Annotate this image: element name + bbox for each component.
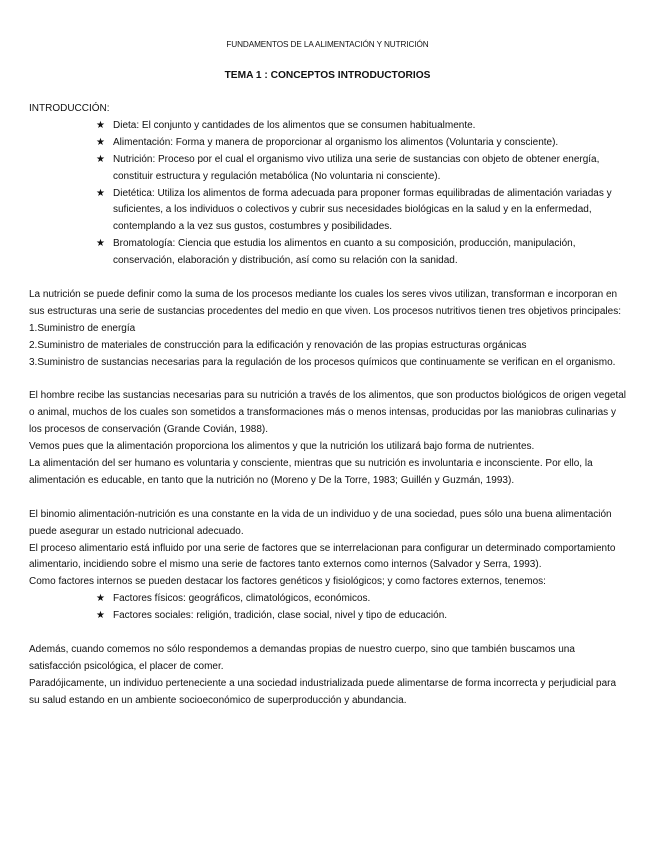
- list-item: [96, 118, 629, 135]
- definition-dieta: Dieta: El conjunto y cantidades de los alimentos que se consumen habitualmente.: [113, 119, 476, 131]
- objective-item: 3.Suministro de sustancias necesarias para la regulación de los procesos químicos que continuamente se verifican en el organismo.: [29, 356, 616, 368]
- list-item: [96, 186, 629, 237]
- ademas-paragraph: Además, cuando comemos no sólo respondemos a demandas propias de nuestro cuerpo, sino que también buscamos una satisfacción psicológica, el placer de comer.: [29, 643, 575, 672]
- binomio-paragraph: El binomio alimentación-nutrición es una constante en la vida de un individuo y de una sociedad, pues sólo una buena alimentación puede asegurar un estado nutricional adecuado.: [29, 508, 612, 537]
- definition-alimentacion: Alimentación: Forma y manera de proporcionar al organismo los alimentos (Voluntaria y consciente).: [113, 136, 559, 148]
- star-icon: ★: [96, 593, 105, 605]
- factor-sociales: Factores sociales: religión, tradición, clase social, nivel y tipo de educación.: [113, 610, 448, 622]
- objective-item: 1.Suministro de energía: [29, 322, 136, 334]
- list-item: [96, 608, 629, 625]
- list-item: [96, 135, 629, 152]
- star-icon: ★: [96, 187, 105, 199]
- definition-dietetica: Dietética: Utiliza los alimentos de forma adecuada para proponer formas equilibradas de alimentación variadas y suficientes, a los individuos o colectivos y cubrir sus necesidades biológicas en la salud y en la enfermedad, contemplando a la vez sus gustos, costumbres y posibilidades.: [113, 187, 612, 233]
- hombre-paragraph: El hombre recibe las sustancias necesarias para su nutrición a través de los alimentos, que son productos biológicos de origen vegetal o animal, muchos de los cuales son sometidos a transformaciones más o menos intensas, producidas por las maniobras culinarias y los procesos de conservación (Grande Covián, 1988).: [29, 390, 627, 436]
- alimentacion-ser-paragraph: La alimentación del ser humano es voluntaria y consciente, mientras que su nutrición es involuntaria e inconsciente. Por ello, la alimentación es educable, en tanto que la nutrición no (Moreno y De la Torre, 1983; Guillén y Guzmán, 1993).: [29, 458, 593, 486]
- page-title: TEMA 1 : CONCEPTOS INTRODUCTORIOS: [224, 70, 431, 81]
- objective-item: 2.Suministro de materiales de construcción para la edificación y renovación de las propias estructuras orgánicas: [29, 339, 527, 351]
- list-item: [96, 152, 629, 186]
- proceso-paragraph: El proceso alimentario está influido por una serie de factores que se interrelacionan para configurar un determinado comportamiento alimentario, incidiendo sobre el mismo una serie de factores tanto externos como internos (Salvador y Serra, 1993).: [29, 542, 616, 571]
- star-icon: ★: [96, 136, 105, 148]
- definition-nutricion: Nutrición: Proceso por el cual el organismo vivo utiliza una serie de sustancias con objeto de obtener energía, constituir estructura y regulación metabólica (No voluntaria ni consciente).: [113, 153, 600, 182]
- star-icon: ★: [96, 238, 105, 250]
- vemos-paragraph: Vemos pues que la alimentación proporciona los alimentos y que la nutrición los utilizará bajo forma de nutrientes.: [29, 441, 535, 453]
- page-header: FUNDAMENTOS DE LA ALIMENTACIÓN Y NUTRICIÓN: [226, 40, 429, 49]
- paradojicamente-paragraph: Paradójicamente, un individuo perteneciente a una sociedad industrializada puede alimentarse de forma incorrecta y perjudicial para su salud estando en un ambiente socioeconómico de superproducción y abundancia.: [29, 677, 617, 706]
- intro-heading: INTRODUCCIÓN:: [29, 103, 110, 114]
- factor-fisicos: Factores físicos: geográficos, climatológicos, económicos.: [113, 593, 371, 605]
- document-body: [29, 101, 629, 710]
- definitions-list: [29, 118, 629, 270]
- list-item: [96, 236, 629, 270]
- definition-bromatologia: Bromatología: Ciencia que estudia los alimentos en cuanto a su composición, producción, manipulación, conservación, elaboración y distribución, así como su relación con la sanidad.: [113, 238, 576, 267]
- star-icon: ★: [96, 119, 105, 131]
- list-item: [96, 591, 629, 608]
- factores-paragraph: Como factores internos se pueden destacar los factores genéticos y fisiológicos; y como factores externos, tenemos:: [29, 576, 546, 588]
- factors-list: [29, 591, 629, 625]
- nutrition-paragraph: La nutrición se puede definir como la suma de los procesos mediante los cuales los seres vivos utilizan, transforman e incorporan en sus estructuras una serie de sustancias procedentes del medio en que viven. Los procesos nutritivos tienen tres objetivos principales:: [29, 288, 621, 317]
- star-icon: ★: [96, 610, 105, 622]
- star-icon: ★: [96, 153, 105, 165]
